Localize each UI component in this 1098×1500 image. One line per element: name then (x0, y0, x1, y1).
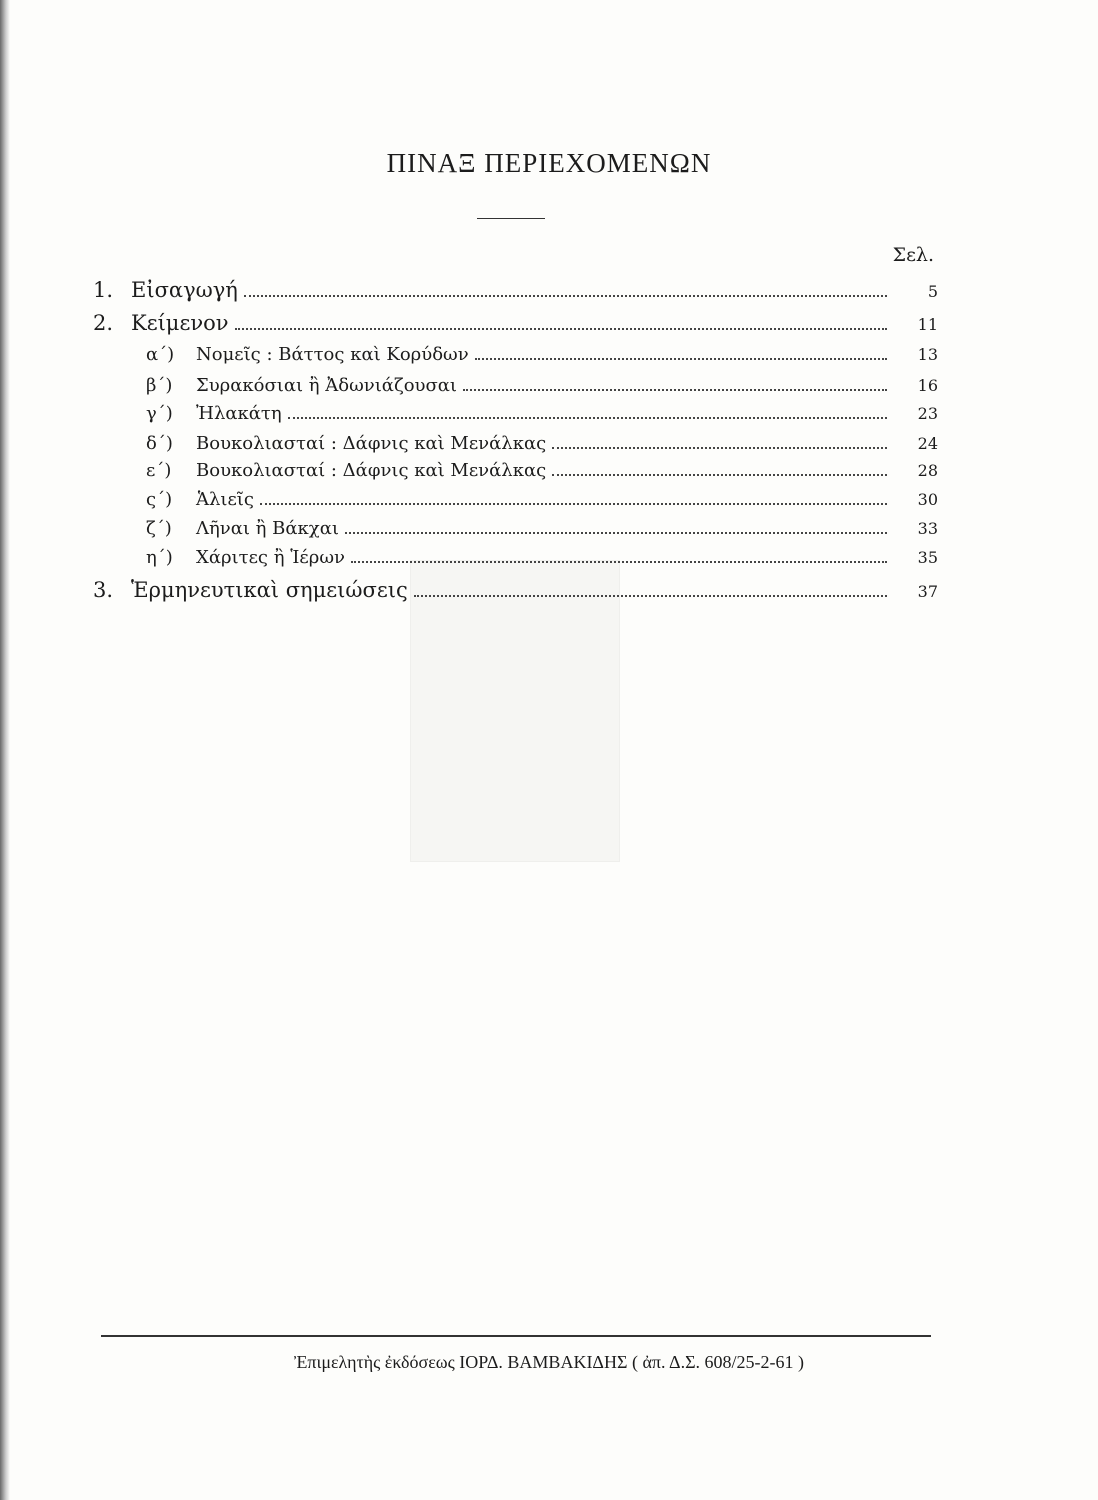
toc-number: 2. (93, 311, 114, 335)
toc-page: 28 (917, 461, 938, 480)
toc-page: 35 (917, 548, 938, 567)
footer-rule (101, 1335, 931, 1337)
page-title: ΠΙΝΑΞ ΠΕΡΙΕΧΟΜΕΝΩΝ (386, 148, 712, 178)
leader-dots (345, 532, 887, 534)
leader-dots (552, 447, 887, 449)
toc-number: δ΄) (146, 433, 173, 454)
toc-page: 23 (917, 404, 938, 423)
toc-number: η΄) (146, 547, 173, 568)
leader-dots (244, 295, 887, 297)
toc-label: Νομεῖς : Βάττος καὶ Κορύδων (196, 344, 469, 365)
toc-subentry (146, 375, 938, 396)
toc-page: 37 (917, 582, 938, 601)
toc-label: Χάριτες ἢ Ἱέρων (196, 547, 345, 568)
toc-number: ζ΄) (146, 518, 172, 539)
page-binding-edge (0, 0, 10, 1500)
page-column-label: Σελ. (892, 244, 934, 266)
leader-dots (235, 328, 887, 330)
toc-subentry (146, 433, 938, 454)
toc-number: ε΄) (146, 460, 172, 481)
toc-number: β΄) (146, 375, 173, 396)
toc-subentry (146, 518, 938, 539)
toc-page: 13 (917, 345, 938, 364)
toc-page: 11 (917, 315, 938, 334)
leader-dots (414, 595, 887, 597)
toc-label: Εἰσαγωγή (131, 278, 238, 302)
toc-label: Λῆναι ἢ Βάκχαι (196, 518, 339, 539)
toc-page: 30 (917, 490, 938, 509)
toc-page: 16 (917, 376, 938, 395)
leader-dots (475, 358, 887, 360)
toc-subentry (146, 403, 938, 424)
toc-subentry (146, 547, 938, 568)
toc-number: γ΄) (146, 403, 173, 424)
toc-number: 1. (93, 278, 114, 302)
leader-dots (463, 389, 887, 391)
toc-label: Ἑρμηνευτικαὶ σημειώσεις (131, 578, 408, 602)
toc-number: 3. (93, 578, 114, 602)
toc-subentry (146, 460, 938, 481)
toc-label: Κείμενον (131, 311, 229, 335)
leader-dots (260, 503, 887, 505)
leader-dots (351, 561, 887, 563)
toc-subentry (146, 489, 938, 510)
toc-entry-text (93, 311, 938, 335)
leader-dots (552, 474, 887, 476)
toc-subentry (146, 344, 938, 365)
toc-label: Βουκολιασταί : Δάφνις καὶ Μενάλκας (196, 433, 547, 454)
toc-page: 24 (917, 434, 938, 453)
toc-page: 5 (927, 282, 938, 301)
toc-label: Συρακόσιαι ἢ Ἀδωνιάζουσαι (196, 375, 457, 396)
toc-page: 33 (917, 519, 938, 538)
toc-label: Βουκολιασταί : Δάφνις καὶ Μενάλκας (196, 460, 547, 481)
toc-label: Ἠλακάτη (196, 403, 282, 424)
leader-dots (288, 417, 887, 419)
show-through-plate (410, 560, 620, 862)
toc-label: Ἁλιεῖς (196, 489, 254, 510)
title-underline (477, 218, 545, 219)
toc-entry-notes (93, 578, 938, 602)
toc-number: ς΄) (146, 489, 173, 510)
toc-entry-introduction (93, 278, 938, 302)
editor-credit: Ἐπιμελητὴς ἐκδόσεως ΙΟΡΔ. ΒΑΜΒΑΚΙΔΗΣ ( ἀπ. Δ.Σ. 608/25-2-61 ) (293, 1352, 805, 1372)
toc-number: α΄) (146, 344, 175, 365)
